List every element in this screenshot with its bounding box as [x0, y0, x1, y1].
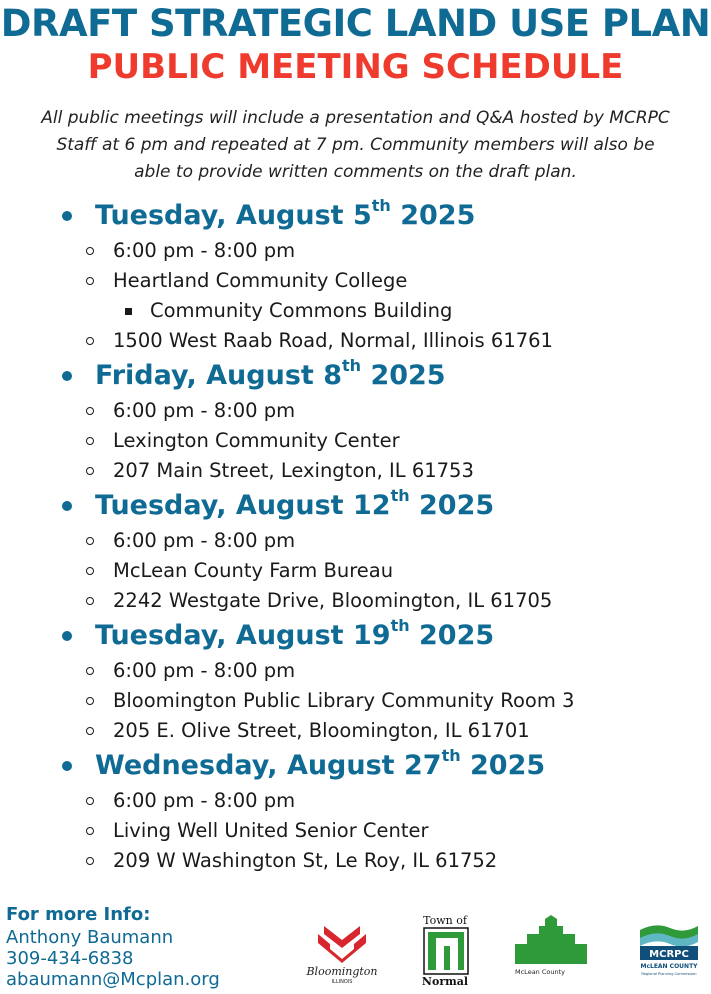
meeting-list	[0, 196, 711, 876]
address-text: 207 Main Street, Lexington, IL 61753	[113, 459, 474, 482]
venue-text: Heartland Community College	[113, 269, 408, 292]
time-text: 6:00 pm - 8:00 pm	[113, 399, 296, 422]
page-title: DRAFT STRATEGIC LAND USE PLAN	[0, 2, 711, 45]
bullet-icon	[62, 631, 72, 641]
contact-info	[6, 903, 220, 990]
address-text: 209 W Washington St, Le Roy, IL 61752	[113, 849, 498, 872]
date-ordinal: th	[371, 196, 391, 215]
intro-line: able to provide written comments on the draft plan.	[134, 162, 577, 182]
time-text: 6:00 pm - 8:00 pm	[113, 239, 296, 262]
bullet-icon	[62, 371, 72, 381]
normal-logo	[416, 912, 474, 988]
normal-logo-top: Town of	[423, 914, 467, 927]
meeting-item	[0, 746, 711, 876]
time-text: 6:00 pm - 8:00 pm	[113, 659, 296, 682]
bloomington-logo-subtext: ILLINOIS	[331, 979, 353, 985]
meeting-date	[0, 356, 711, 396]
date-text: Tuesday, August 12	[95, 490, 391, 521]
time-text: 6:00 pm - 8:00 pm	[113, 789, 296, 812]
meeting-date	[0, 746, 711, 786]
circle-bullet-icon	[86, 797, 94, 805]
address-text: 1500 West Raab Road, Normal, Illinois 61761	[113, 329, 553, 352]
mcrpc-logo-text: MCRPC	[649, 949, 689, 960]
circle-bullet-icon	[86, 277, 94, 285]
date-text: Friday, August 8	[95, 360, 342, 391]
meeting-item	[0, 356, 711, 486]
circle-bullet-icon	[86, 537, 94, 545]
circle-bullet-icon	[86, 857, 94, 865]
venue-text: McLean County Farm Bureau	[113, 559, 394, 582]
meeting-date	[0, 616, 711, 656]
contact-phone[interactable]: 309-434-6838	[6, 948, 134, 969]
normal-logo-bottom: Normal	[421, 975, 469, 988]
meeting-address	[0, 586, 711, 616]
circle-bullet-icon	[86, 437, 94, 445]
date-year: 2025	[409, 620, 495, 651]
meeting-date	[0, 196, 711, 236]
intro-line: Staff at 6 pm and repeated at 7 pm. Community members will also be	[56, 135, 655, 155]
meeting-time	[0, 396, 711, 426]
square-bullet-icon	[125, 308, 132, 315]
meeting-time	[0, 786, 711, 816]
venue-text: Living Well United Senior Center	[113, 819, 429, 842]
circle-bullet-icon	[86, 467, 94, 475]
date-year: 2025	[460, 750, 546, 781]
meeting-building	[0, 296, 711, 326]
intro-line: All public meetings will include a presentation and Q&A hosted by MCRPC	[41, 108, 670, 128]
mcrpc-logo-line2: McLEAN COUNTY	[640, 963, 698, 970]
mclean-county-logo	[511, 914, 591, 976]
contact-name: Anthony Baumann	[6, 927, 174, 948]
meeting-venue	[0, 266, 711, 296]
date-year: 2025	[409, 490, 495, 521]
page-subtitle: PUBLIC MEETING SCHEDULE	[87, 47, 624, 87]
circle-bullet-icon	[86, 667, 94, 675]
time-text: 6:00 pm - 8:00 pm	[113, 529, 296, 552]
bullet-icon	[62, 761, 72, 771]
contact-heading: For more Info:	[6, 904, 151, 925]
address-text: 205 E. Olive Street, Bloomington, IL 61701	[113, 719, 530, 742]
circle-bullet-icon	[86, 697, 94, 705]
intro-text	[0, 105, 711, 186]
meeting-item	[0, 486, 711, 616]
meeting-venue	[0, 556, 711, 586]
circle-bullet-icon	[86, 727, 94, 735]
venue-text: Lexington Community Center	[113, 429, 400, 452]
date-ordinal: th	[390, 616, 410, 635]
meeting-venue	[0, 686, 711, 716]
address-text: 2242 Westgate Drive, Bloomington, IL 61705	[113, 589, 553, 612]
meeting-address	[0, 716, 711, 746]
date-text: Tuesday, August 19	[95, 620, 391, 651]
circle-bullet-icon	[86, 597, 94, 605]
circle-bullet-icon	[86, 827, 94, 835]
date-ordinal: th	[390, 486, 410, 505]
meeting-time	[0, 526, 711, 556]
date-ordinal: th	[342, 356, 362, 375]
circle-bullet-icon	[86, 567, 94, 575]
meeting-venue	[0, 426, 711, 456]
meeting-item	[0, 616, 711, 746]
meeting-item	[0, 196, 711, 356]
meeting-address	[0, 846, 711, 876]
date-year: 2025	[390, 200, 476, 231]
date-year: 2025	[361, 360, 446, 391]
date-text: Tuesday, August 5	[95, 200, 372, 231]
meeting-date	[0, 486, 711, 526]
meeting-time	[0, 236, 711, 266]
mcrpc-logo	[636, 918, 702, 984]
mcrpc-logo-line3: Regional Planning Commission	[641, 972, 697, 976]
venue-text: Bloomington Public Library Community Room 3	[113, 689, 575, 712]
circle-bullet-icon	[86, 247, 94, 255]
meeting-venue	[0, 816, 711, 846]
date-text: Wednesday, August 27	[95, 750, 442, 781]
bloomington-logo	[300, 916, 384, 986]
circle-bullet-icon	[86, 407, 94, 415]
date-ordinal: th	[441, 746, 461, 765]
bloomington-logo-text: Bloomington	[306, 965, 378, 978]
mclean-logo-text: McLean County	[515, 968, 566, 976]
meeting-address	[0, 456, 711, 486]
meeting-address	[0, 326, 711, 356]
building-text: Community Commons Building	[150, 299, 453, 322]
contact-email[interactable]: abaumann@Mcplan.org	[6, 969, 220, 990]
bullet-icon	[62, 501, 72, 511]
circle-bullet-icon	[86, 337, 94, 345]
bullet-icon	[62, 211, 72, 221]
meeting-time	[0, 656, 711, 686]
